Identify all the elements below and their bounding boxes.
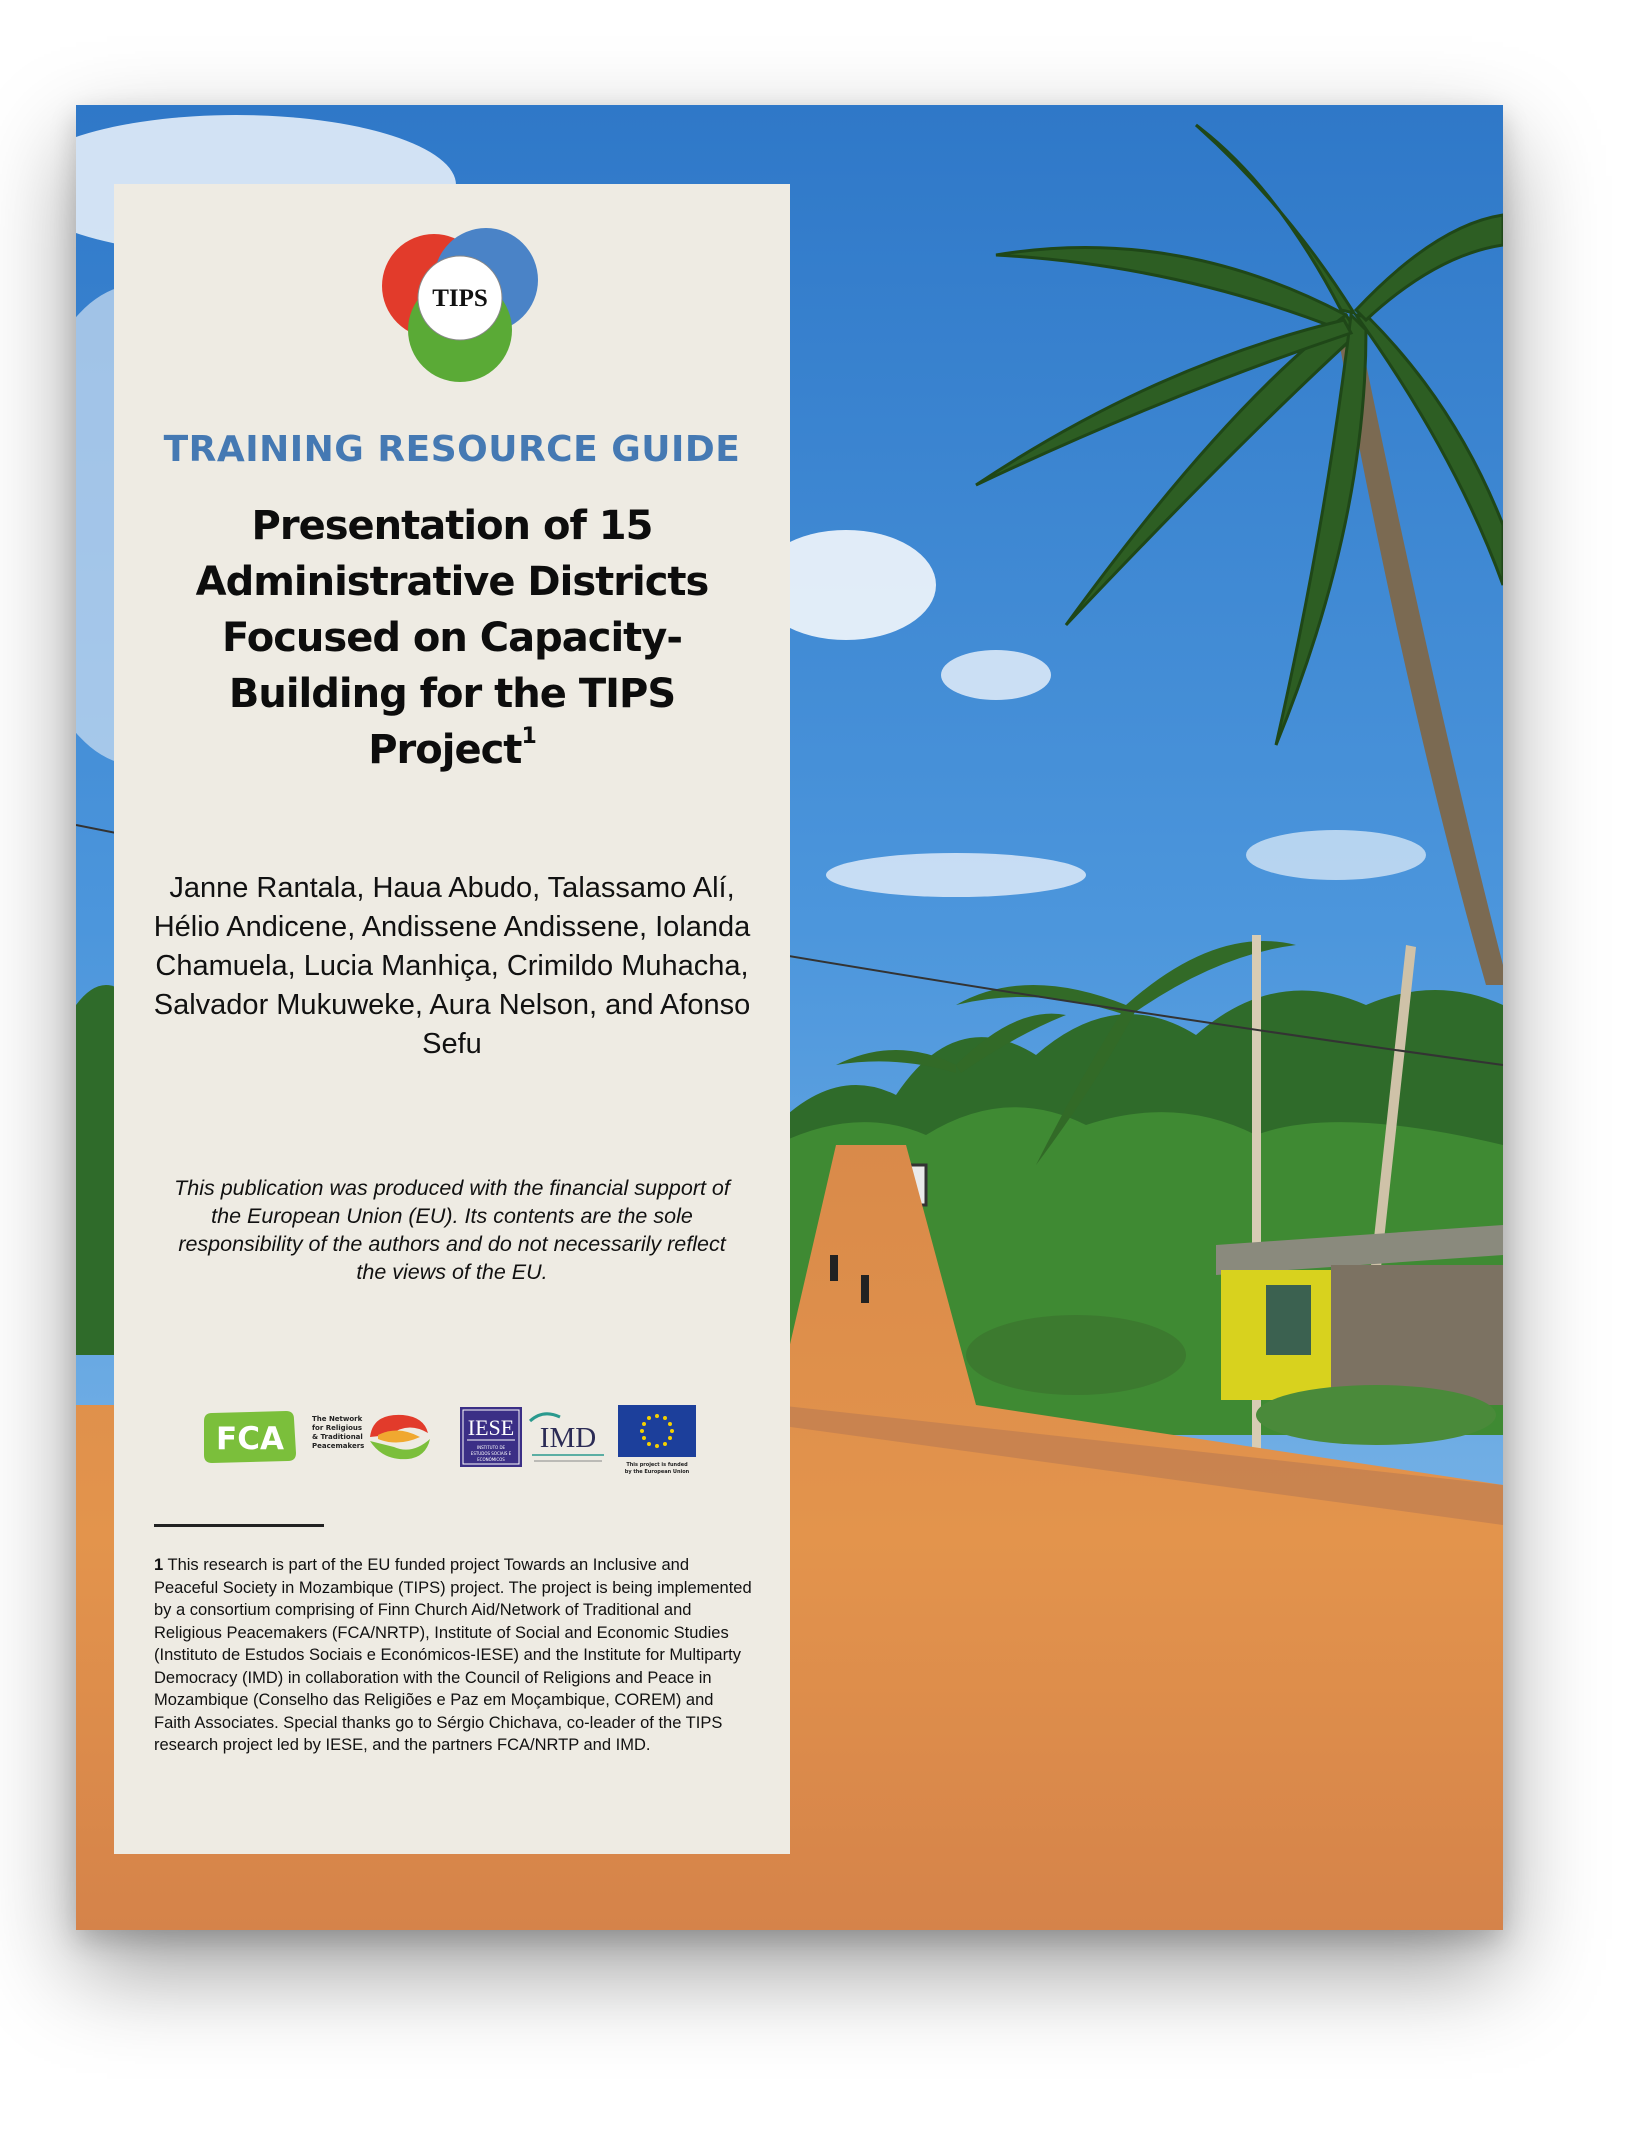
document-title [184, 498, 720, 778]
svg-text:by the European Union: by the European Union [624, 1469, 690, 1475]
footnote [154, 1554, 754, 1757]
document-type-label: TRAINING RESOURCE GUIDE [163, 429, 741, 470]
svg-text:INSTITUTO DE: INSTITUTO DE [476, 1445, 506, 1450]
svg-text:ESTUDOS SOCIAIS E: ESTUDOS SOCIAIS E [470, 1451, 512, 1456]
fca-logo-text: FCA [216, 1421, 284, 1457]
svg-text:ECONÓMICOS: ECONÓMICOS [477, 1457, 505, 1462]
eu-flag-logo [618, 1405, 696, 1475]
report-cover [76, 105, 1503, 1930]
footnote-number: 1 [154, 1556, 164, 1574]
svg-text:This project is funded: This project is funded [626, 1462, 688, 1468]
svg-text:& Traditional: & Traditional [312, 1433, 363, 1441]
fca-logo [204, 1411, 296, 1463]
iese-logo [460, 1407, 522, 1467]
cover-text-panel [114, 184, 790, 1854]
author-list: Janne Rantala, Haua Abudo, Talassamo Alí, Hélio Andicene, Andissene Andissene, Iolanda Chamuela, Lucia Manhiça, Crimildo Muhacha, Salvador Mukuweke, Aura Nelson, and Afonso Sefu [153, 872, 751, 1060]
partner-logos [198, 1399, 718, 1489]
network-peacemakers-logo [312, 1415, 430, 1459]
svg-text:Peacemakers: Peacemakers [312, 1442, 365, 1450]
title-footnote-marker: 1 [521, 724, 536, 749]
funding-disclaimer: This publication was produced with the financial support of the European Union (EU). Its contents are the sole responsibility of the authors and do not necessarily reflect the views of the EU. [174, 1176, 730, 1284]
footnote-text: This research is part of the EU funded project Towards an Inclusive and Peaceful Society in Mozambique (TIPS) project. The project is being implemented by a consortium comprising of Finn Church Aid/Network of Traditional and Religious Peacemakers (FCA/NRTP), Institute of Social and Economic Studies (Instituto de Estudos Sociais e Económicos-IESE) and the Institute for Multiparty Democracy (IMD) in collaboration with the Council of Religions and Peace in Mozambique (Conselho das Religiões e Paz em Moçambique, COREM) and Faith Associates. Special thanks go to Sérgio Chichava, co-leader of the TIPS research project led by IESE, and the partners FCA/NRTP and IMD. [154, 1556, 752, 1754]
imd-logo-text: IMD [539, 1422, 597, 1454]
imd-logo [530, 1414, 604, 1461]
title-text: Presentation of 15 Administrative Districts Focused on Capacity-Building for the TIPS Project [195, 503, 709, 773]
svg-text:The Network: The Network [312, 1415, 363, 1423]
svg-text:for Religious: for Religious [312, 1424, 363, 1432]
iese-logo-text: IESE [467, 1415, 515, 1440]
footnote-divider [154, 1524, 324, 1527]
tips-logo-text: TIPS [432, 285, 488, 312]
tips-logo [374, 226, 544, 386]
